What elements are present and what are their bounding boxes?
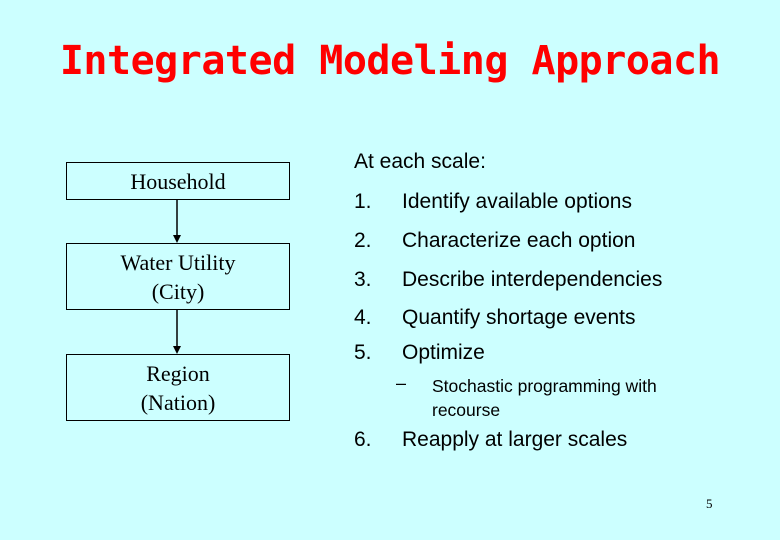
step-text: Characterize each option [402, 229, 636, 252]
step-number: 2. [354, 229, 372, 252]
sub-item-text [432, 374, 657, 422]
step-text: Describe interdependencies [402, 268, 663, 291]
step-text: Reapply at larger scales [402, 428, 628, 451]
step-number: 4. [354, 306, 372, 329]
step-number: 1. [354, 190, 372, 213]
step-text: Identify available options [402, 190, 632, 213]
steps-heading: At each scale: [354, 150, 486, 173]
arrow-household-to-utility [173, 199, 181, 243]
water-utility-label: Water Utility [120, 249, 236, 275]
step-number: 6. [354, 428, 372, 451]
sub-item-dash: – [396, 373, 407, 393]
sub-item-line: recourse [432, 400, 501, 420]
step-number: 3. [354, 268, 372, 291]
page-number: 5 [706, 496, 713, 511]
sub-item-line: Stochastic programming with [432, 376, 657, 396]
region-label: Region [146, 360, 210, 386]
arrow-utility-to-region [173, 309, 181, 354]
step-text: Quantify shortage events [402, 306, 636, 329]
step-number: 5. [354, 341, 372, 364]
region-sublabel: (Nation) [140, 389, 216, 415]
slide-title: Integrated Modeling Approach [59, 38, 721, 84]
household-label: Household [130, 168, 226, 194]
step-text: Optimize [402, 341, 485, 364]
water-utility-sublabel: (City) [151, 278, 205, 304]
